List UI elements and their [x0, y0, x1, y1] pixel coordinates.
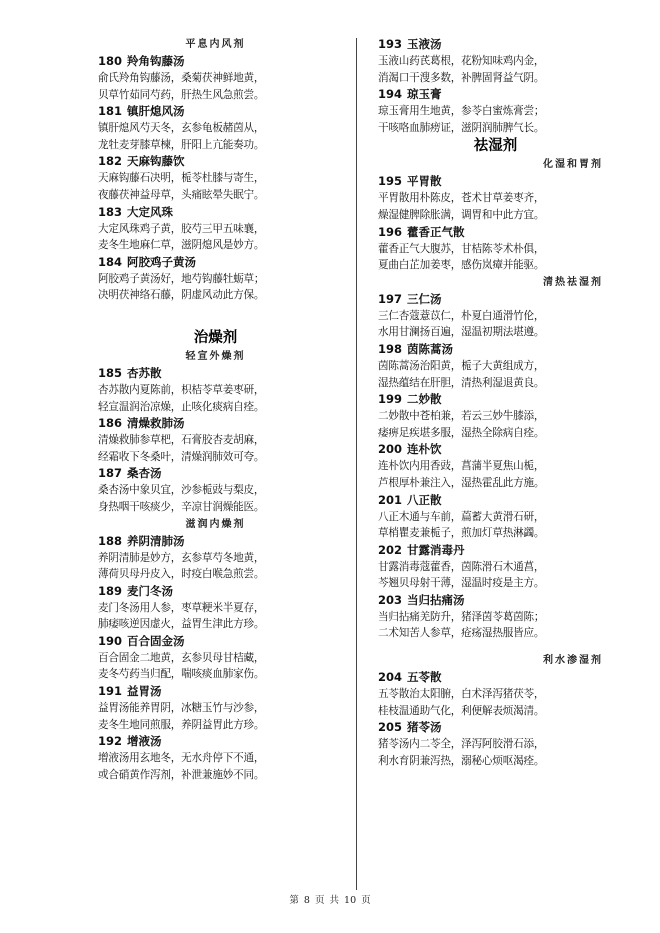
- formula-number: 203: [378, 592, 403, 607]
- formula-title: [378, 36, 613, 53]
- verse-line: 清燥救肺参草杷，石膏胶杏麦胡麻，: [98, 434, 265, 447]
- subsection-heading: 清热祛湿剂: [543, 276, 603, 288]
- verse-line: 三仁杏蔻薏苡仁，朴夏白通滑竹伦，: [378, 309, 545, 322]
- verse-line: 燥湿健脾除胀满，调胃和中此方宜。: [378, 208, 545, 221]
- formula-number: 192: [98, 734, 123, 749]
- formula-title: [378, 341, 613, 358]
- formula-title: [378, 391, 613, 408]
- formula-number: 200: [378, 442, 403, 457]
- verse-line: 麦冬生地同煎服，养阴益胃此方珍。: [98, 718, 265, 731]
- formula-title: [378, 669, 613, 686]
- formula-name: 当归拈痛汤: [407, 592, 465, 607]
- formula-196: [378, 224, 613, 274]
- verse-line: 益胃汤能养胃阴，冰糖玉竹与沙参，: [98, 702, 265, 715]
- formula-number: 188: [98, 533, 123, 548]
- formula-name: 麦门冬汤: [127, 583, 174, 598]
- formula-name: 大定风珠: [127, 204, 174, 219]
- formula-number: 199: [378, 392, 403, 407]
- verse-line: 或合硝黄作泻剂，补泄兼施妙不同。: [98, 768, 265, 781]
- formula-200: [378, 441, 613, 491]
- formula-204: [378, 669, 613, 719]
- formula-181: [98, 103, 333, 153]
- verse-line: 大定风珠鸡子黄，胶芍三甲五味襄，: [98, 222, 265, 235]
- formula-name: 五苓散: [407, 670, 442, 685]
- verse-line: 夏曲白芷加姜枣，感伤岚瘴并能驱。: [378, 259, 545, 272]
- formula-205: [378, 719, 613, 769]
- formula-title: [98, 465, 333, 482]
- verse-line: 干咳咯血肺痨证，滋阴润肺脾气长。: [378, 121, 545, 134]
- formula-name: 茵陈蒿汤: [407, 341, 454, 356]
- section-heading: 祛湿剂: [473, 138, 518, 155]
- footer-text: 页: [314, 895, 325, 906]
- formula-183: [98, 204, 333, 254]
- formula-182: [98, 153, 333, 203]
- verse-line: 二术知苦人参草，疮疡湿热服皆应。: [378, 627, 545, 640]
- verse-line: 茵陈蒿汤治阳黄，栀子大黄组成方，: [378, 359, 545, 372]
- footer-text: 页: [361, 895, 371, 906]
- verse-line: 二妙散中苍柏兼，若云三妙牛膝添，: [378, 410, 545, 423]
- verse-line: 麦门冬汤用人参，枣草粳米半夏存，: [98, 601, 265, 614]
- formula-title: [98, 583, 333, 600]
- subsection-heading: 化湿和胃剂: [543, 159, 603, 171]
- verse-line: 玉液山药芪葛根，花粉知味鸡内金，: [378, 55, 545, 67]
- verse-line: 养阴清肺是妙方，玄参草芍冬地黄，: [98, 551, 265, 564]
- formula-number: 186: [98, 416, 123, 431]
- formula-number: 191: [98, 684, 123, 699]
- formula-name: 猪苓汤: [407, 720, 442, 735]
- formula-number: 205: [378, 720, 403, 735]
- formula-title: [98, 683, 333, 700]
- verse-line: 俞氏羚角钩藤汤，桑菊茯神鲜地黄，: [98, 72, 265, 84]
- formula-number: 187: [98, 466, 123, 481]
- formula-title: [378, 441, 613, 458]
- verse-line: 甘露消毒蔻藿香，茵陈滑石木通菖，: [378, 560, 545, 573]
- verse-line: 平胃散用朴陈皮，苍术甘草姜枣齐，: [378, 192, 545, 205]
- formula-184: [98, 254, 333, 304]
- formula-number: 181: [98, 104, 123, 119]
- formula-name: 镇肝熄风汤: [127, 104, 185, 119]
- formula-195: [378, 173, 613, 223]
- formula-189: [98, 583, 333, 633]
- formula-title: [98, 633, 333, 650]
- formula-name: 连朴饮: [407, 442, 442, 457]
- formula-number: 190: [98, 633, 123, 648]
- formula-title: [98, 53, 333, 70]
- formula-name: 益胃汤: [127, 684, 162, 699]
- formula-number: 201: [378, 492, 403, 507]
- formula-title: [378, 291, 613, 308]
- verse-line: 痿痹足疾堪多服，湿热全除病自痊。: [378, 426, 545, 439]
- verse-line: 连朴饮内用香豉，菖蒲半夏焦山栀，: [378, 460, 545, 473]
- formula-201: [378, 492, 613, 542]
- formula-199: [378, 391, 613, 441]
- section-heading: 治燥剂: [193, 329, 238, 346]
- formula-name: 百合固金汤: [127, 633, 185, 648]
- verse-line: 消渴口干溲多数，补脾固肾益气阴。: [378, 71, 545, 84]
- formula-name: 琼玉膏: [407, 87, 442, 102]
- formula-188: [98, 533, 333, 583]
- verse-line: 轻宣温润治凉燥，止咳化痰病自痊。: [98, 400, 265, 413]
- verse-line: 桑杏汤中象贝宜，沙参栀豉与梨皮，: [98, 484, 265, 497]
- formula-186: [98, 415, 333, 465]
- verse-line: 肺痿咳逆因虚火，益胃生津此方珍。: [98, 618, 265, 631]
- verse-line: 猪苓汤内二苓全，泽泻阿胶滑石添，: [378, 738, 545, 751]
- formula-191: [98, 683, 333, 733]
- formula-title: [378, 86, 613, 103]
- footer-text: 第: [289, 895, 299, 906]
- verse-line: 杏苏散内夏陈前，枳桔苓草姜枣研，: [98, 383, 265, 396]
- verse-line: 八正木通与车前，萹蓄大黄滑石研，: [378, 510, 545, 523]
- formula-number: 180: [98, 54, 123, 68]
- formula-name: 杏苏散: [127, 365, 162, 380]
- formula-title: [98, 415, 333, 432]
- formula-name: 天麻钩藤饮: [127, 154, 185, 169]
- formula-title: [98, 254, 333, 271]
- formula-title: [98, 153, 333, 170]
- formula-number: 185: [98, 365, 123, 380]
- formula-name: 清燥救肺汤: [127, 416, 185, 431]
- formula-title: [98, 733, 333, 750]
- formula-name: 藿香正气散: [407, 224, 465, 239]
- formula-name: 增液汤: [127, 734, 162, 749]
- formula-name: 玉液汤: [407, 37, 442, 51]
- verse-line: 湿热蕴结在肝胆，清热利湿退黄良。: [378, 376, 545, 389]
- verse-line: 增液汤用玄地冬，无水舟停下不通，: [98, 752, 265, 765]
- verse-line: 利水育阴兼泻热，溺秘心烦呕渴痊。: [378, 754, 545, 767]
- formula-name: 二妙散: [407, 392, 442, 407]
- formula-name: 八正散: [407, 492, 442, 507]
- formula-194: [378, 86, 613, 136]
- formula-190: [98, 633, 333, 683]
- footer-text: 共: [329, 895, 339, 906]
- formula-name: 三仁汤: [407, 291, 442, 306]
- formula-number: 182: [98, 154, 123, 169]
- verse-line: 芩翘贝母射干薄，湿温时疫是主方。: [378, 577, 545, 590]
- formula-name: 甘露消毒丹: [407, 542, 465, 557]
- formula-number: 195: [378, 174, 403, 189]
- page-footer: [0, 892, 660, 906]
- formula-title: [98, 533, 333, 550]
- subsection-heading: 平息内风剂: [185, 39, 246, 50]
- verse-line: 桂枝温通助气化，利便解表烦渴清。: [378, 704, 545, 717]
- formula-185: [98, 365, 333, 415]
- verse-line: 决明茯神络石藤，阴虚风动此方保。: [98, 289, 265, 302]
- right-column: [378, 36, 613, 769]
- subsection-heading: 滋润内燥剂: [185, 518, 246, 530]
- formula-number: 189: [98, 583, 123, 598]
- verse-line: 薄荷贝母丹皮入，时疫白喉急煎尝。: [98, 568, 265, 581]
- formula-192: [98, 733, 333, 783]
- formula-202: [378, 542, 613, 592]
- formula-name: 平胃散: [407, 174, 442, 189]
- formula-number: 197: [378, 291, 403, 306]
- page-number: 8: [303, 895, 310, 906]
- verse-line: 天麻钩藤石决明，栀苓杜膝与寄生，: [98, 172, 265, 185]
- verse-line: 藿香正气大腹苏，甘桔陈苓术朴俱，: [378, 242, 545, 255]
- verse-line: 琼玉膏用生地黄，参苓白蜜炼膏尝；: [378, 105, 545, 118]
- verse-line: 当归拈痛羌防升，猪泽茵苓葛茵陈；: [378, 610, 545, 623]
- formula-title: [98, 365, 333, 382]
- verse-line: 百合固金二地黄，玄参贝母甘桔藏，: [98, 651, 265, 664]
- formula-title: [378, 173, 613, 190]
- verse-line: 水用甘澜扬百遍，湿温初期法堪遵。: [378, 326, 545, 339]
- verse-line: 镇肝熄风芍天冬，玄参龟板赭茵从，: [98, 122, 265, 135]
- verse-line: 草梢瞿麦兼栀子，煎加灯草热淋蠲。: [378, 527, 545, 540]
- formula-number: 202: [378, 542, 403, 557]
- formula-name: 阿胶鸡子黄汤: [127, 254, 197, 269]
- formula-title: [378, 492, 613, 509]
- left-column: [98, 36, 333, 783]
- verse-line: 龙牡麦芽膝草楝，肝阳上亢能奏功。: [98, 138, 265, 151]
- formula-number: 196: [378, 224, 403, 239]
- total-pages: 10: [344, 895, 357, 906]
- formula-number: 204: [378, 670, 403, 685]
- formula-title: [378, 224, 613, 241]
- formula-193: [378, 36, 613, 86]
- formula-title: [378, 719, 613, 736]
- column-divider: [356, 38, 357, 890]
- verse-line: 阿胶鸡子黄汤好，地芍钩藤牡蛎草；: [98, 272, 265, 285]
- formula-number: 194: [378, 87, 403, 102]
- formula-number: 193: [378, 37, 403, 51]
- formula-name: 养阴清肺汤: [127, 533, 185, 548]
- formula-title: [98, 204, 333, 221]
- formula-name: 羚角钩藤汤: [127, 54, 185, 68]
- formula-title: [378, 592, 613, 609]
- formula-203: [378, 592, 613, 642]
- verse-line: 经霜收下冬桑叶，清燥润肺效可夸。: [98, 450, 265, 463]
- verse-line: 身热咽干咳痰少，辛凉甘润燥能医。: [98, 500, 265, 513]
- verse-line: 贝草竹茹同芍药，肝热生风急煎尝。: [98, 88, 265, 101]
- formula-number: 184: [98, 254, 123, 269]
- verse-line: 麦冬芍药当归配，喘咳痰血肺家伤。: [98, 668, 265, 681]
- formula-180: [98, 53, 333, 103]
- formula-number: 183: [98, 204, 123, 219]
- formula-198: [378, 341, 613, 391]
- verse-line: 五苓散治太阳腑，白术泽泻猪茯苓，: [378, 688, 545, 701]
- formula-title: [378, 542, 613, 559]
- formula-197: [378, 291, 613, 341]
- formula-name: 桑杏汤: [127, 466, 162, 481]
- verse-line: 芦根厚朴兼注入，湿热霍乱此方施。: [378, 476, 545, 489]
- formula-187: [98, 465, 333, 515]
- subsection-heading: 轻宣外燥剂: [185, 350, 246, 362]
- subsection-heading: 利水渗湿剂: [543, 655, 603, 667]
- verse-line: 麦冬生地麻仁草，滋阴熄风是妙方。: [98, 239, 265, 252]
- formula-title: [98, 103, 333, 120]
- verse-line: 夜藤茯神益母草，头痛眩晕失眠宁。: [98, 188, 265, 201]
- formula-number: 198: [378, 341, 403, 356]
